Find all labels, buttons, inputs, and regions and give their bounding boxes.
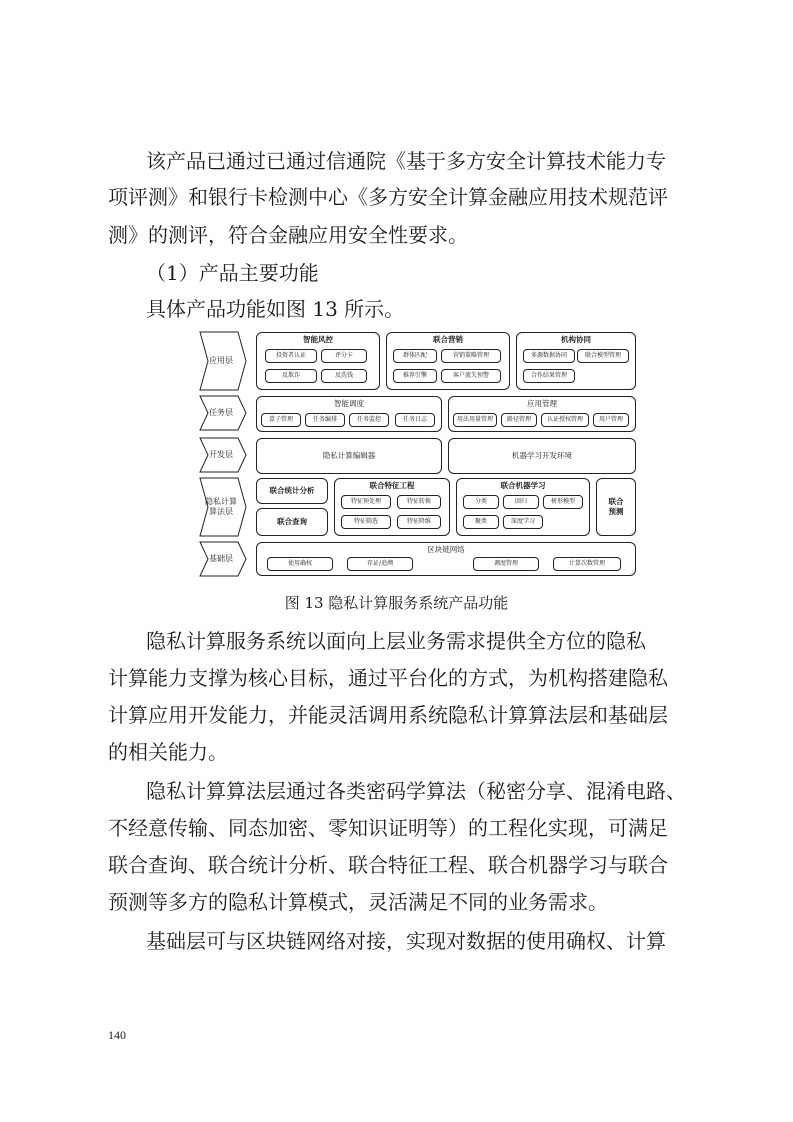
item-pill: 客户流失预警 <box>441 369 501 383</box>
layer-label: 开发层 <box>209 450 233 459</box>
paragraph-line: 联合查询、联合统计分析、联合特征工程、联合机器学习与联合 <box>108 853 668 877</box>
box-title: 智能风控 <box>303 335 333 344</box>
box-label: 机器学习开发环境 <box>512 451 572 460</box>
task-appmgmt-box <box>448 396 636 432</box>
product-function-diagram <box>200 332 640 576</box>
item-pill: 深度学习 <box>503 515 543 529</box>
layer-tag-base <box>200 542 246 576</box>
item-pill: 树形模型 <box>543 495 583 509</box>
item-pill: 用户管理 <box>593 413 629 427</box>
item-pill: 特征降维 <box>397 515 441 529</box>
item-pill: 使用确权 <box>267 557 333 571</box>
item-pill: 特征转换 <box>397 495 441 509</box>
layer-tag-app <box>200 332 246 390</box>
paragraph-line: 不经意传输、同态加密、零知识证明等）的工程化实现，可满足 <box>108 816 668 840</box>
page-number: 140 <box>108 1028 126 1042</box>
item-pill: 多源数据协同 <box>523 349 575 363</box>
item-pill: 反洗钱 <box>321 369 367 383</box>
item-pill: 路径管理 <box>501 413 537 427</box>
item-pill: 分类 <box>463 495 499 509</box>
algo-stats-box <box>256 478 328 504</box>
box-label: 联合查询 <box>277 517 307 526</box>
box-title: 联合特征工程 <box>369 481 415 490</box>
task-schedule-box <box>256 396 442 432</box>
box-title: 应用管理 <box>527 399 557 408</box>
dev-env-box <box>448 438 636 474</box>
layer-label: 应用层 <box>209 356 233 365</box>
item-pill: 投资者认证 <box>265 349 317 363</box>
item-pill: 存证/追溯 <box>347 557 413 571</box>
item-pill: 特征筛选 <box>341 515 391 529</box>
paragraph-line: 基础层可与区块链网络对接，实现对数据的使用确权、计算 <box>146 929 666 953</box>
item-pill: 任务编排 <box>305 413 345 427</box>
box-label: 联合统计分析 <box>269 486 315 495</box>
item-pill: 任务监控 <box>349 413 389 427</box>
box-title: 智能调度 <box>334 399 364 408</box>
box-label: 隐私计算编辑器 <box>322 451 376 460</box>
item-pill: 推荐引擎 <box>393 369 437 383</box>
paragraph-line: 预测等多方的隐私计算模式，灵活满足不同的业务需求。 <box>108 890 608 914</box>
item-pill: 调度管理 <box>473 557 539 571</box>
app-risk-box <box>256 332 380 390</box>
box-label: 联合 预测 <box>608 497 624 516</box>
paragraph-line: 计算能力支撑为核心目标，通过平台化的方式，为机构搭建隐私 <box>108 666 668 690</box>
layer-tag-task <box>200 396 246 430</box>
item-pill: 营销策略管理 <box>441 349 501 363</box>
item-pill: 群体匹配 <box>393 349 437 363</box>
algo-predict-box <box>596 478 636 536</box>
paragraph-line: 具体产品功能如图 13 所示。 <box>146 297 405 321</box>
item-pill: 联合模型管理 <box>577 349 629 363</box>
box-title: 联合营销 <box>433 335 463 344</box>
box-title: 机构协同 <box>561 335 591 344</box>
item-pill: 聚类 <box>463 515 499 529</box>
base-blockchain-box <box>256 542 636 576</box>
figure-caption: 图 13 隐私计算服务系统产品功能 <box>284 594 509 612</box>
paragraph-line: 隐私计算服务系统以面向上层业务需求提供全方位的隐私 <box>146 629 646 653</box>
item-pill: 评分卡 <box>321 349 367 363</box>
dev-editor-box <box>256 438 442 474</box>
item-pill: 任务日志 <box>395 413 435 427</box>
item-pill: 认证授权管理 <box>541 413 589 427</box>
layer-tag-dev <box>200 438 246 472</box>
layer-label: 基础层 <box>209 554 233 563</box>
algo-ml-box <box>456 478 590 536</box>
paragraph-line: 测》的测评，符合金融应用安全性要求。 <box>108 223 468 247</box>
box-title: 联合机器学习 <box>500 481 546 490</box>
layer-label: 隐私计算 算法层 <box>205 497 237 516</box>
item-pill: 合作结果管理 <box>523 369 575 383</box>
item-pill: 特征预处理 <box>341 495 391 509</box>
paragraph-line: 项评测》和银行卡检测中心《多方安全计算金融应用技术规范评 <box>108 185 668 209</box>
algo-query-box <box>256 508 328 536</box>
item-pill: 算子管理 <box>261 413 301 427</box>
algo-feature-box <box>334 478 450 536</box>
item-pill: 用法用量管理 <box>453 413 497 427</box>
paragraph-line: 计算应用开发能力，并能灵活调用系统隐私计算算法层和基础层 <box>108 703 668 727</box>
paragraph-line: 隐私计算算法层通过各类密码学算法（秘密分享、混淆电路、 <box>146 779 686 803</box>
box-title: 区块链网络 <box>427 545 465 554</box>
paragraph-line: 的相关能力。 <box>108 740 228 764</box>
item-pill: 反欺诈 <box>265 369 317 383</box>
section-heading: （1）产品主要功能 <box>146 261 319 285</box>
paragraph-line: 该产品已通过已通过信通院《基于多方安全计算技术能力专 <box>146 149 666 173</box>
item-pill: 计算次数管理 <box>553 557 621 571</box>
app-coop-box <box>516 332 636 390</box>
app-marketing-box <box>386 332 510 390</box>
layer-tag-algo <box>200 478 246 536</box>
layer-label: 任务层 <box>209 408 233 417</box>
item-pill: 回归 <box>503 495 539 509</box>
